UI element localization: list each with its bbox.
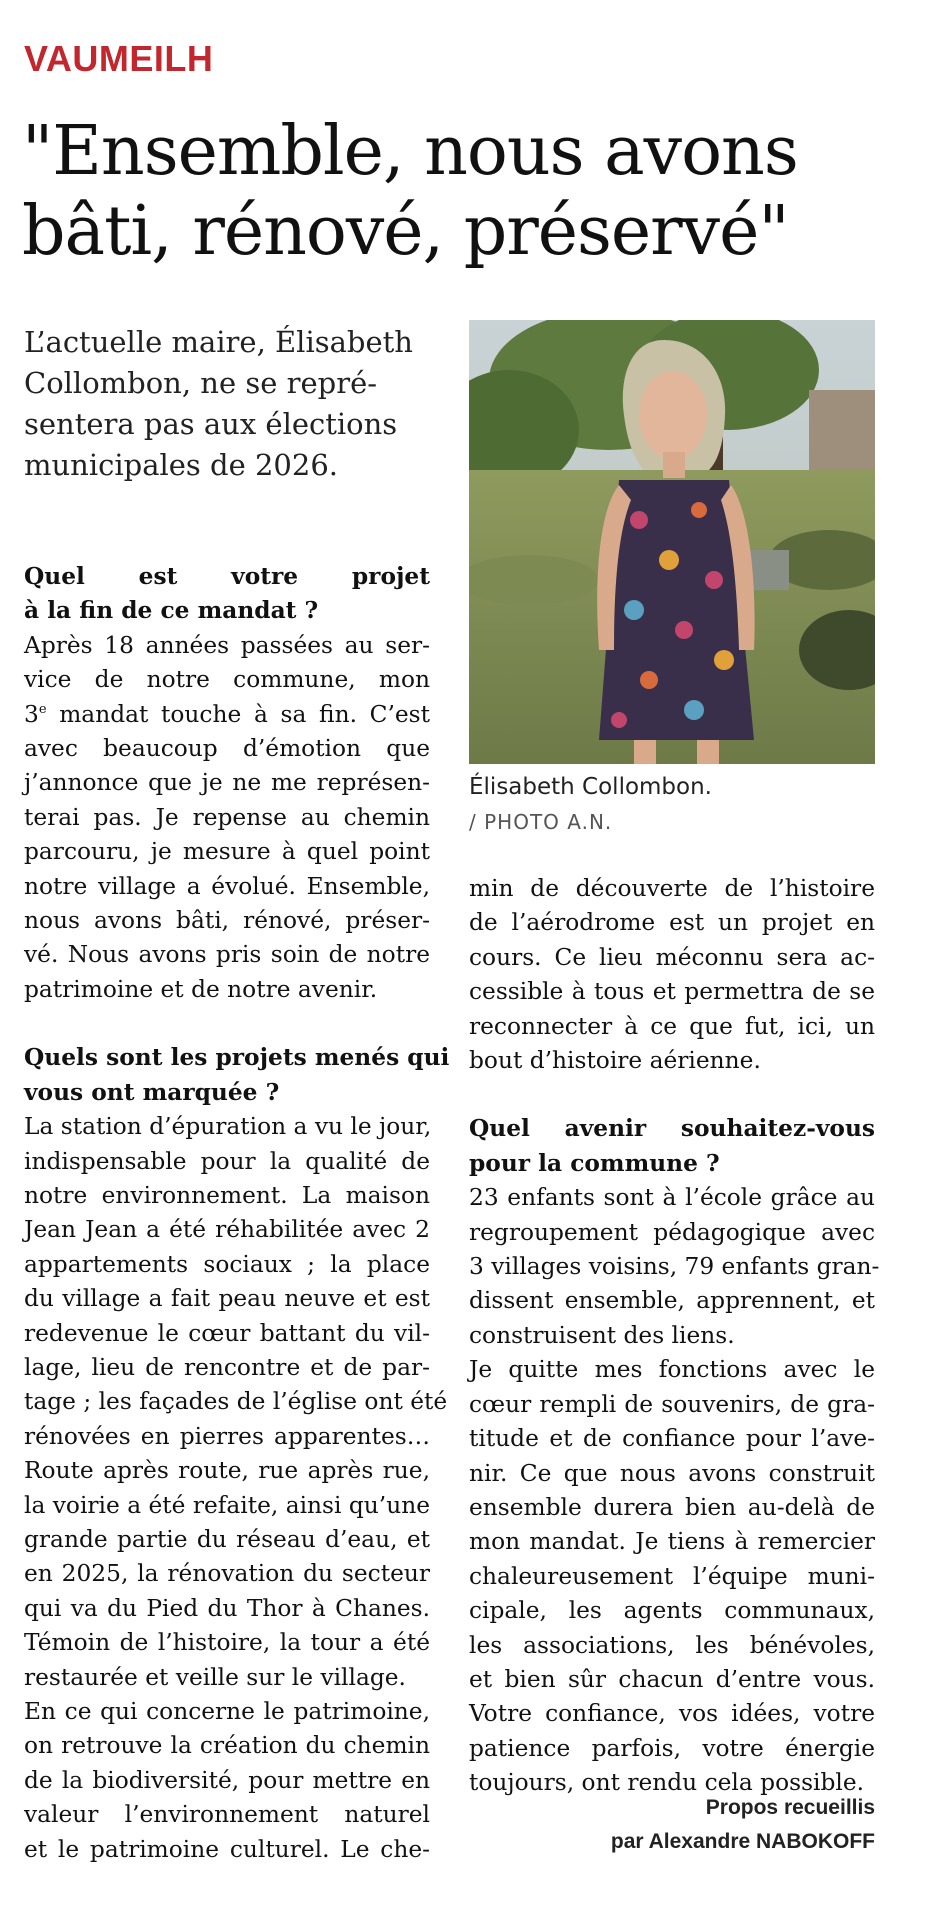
answer-line: les associations, les bénévoles, [469,1631,875,1659]
answer-line: patrimoine et de notre avenir. [24,975,378,1003]
headline-line: bâti, rénové, préservé" [22,192,789,271]
question-1-line: Quel est votre projet [24,563,430,590]
answer-line: du village a fait peau neuve et est [24,1285,430,1313]
answer-line: Je quitte mes fonctions avec le [469,1356,875,1384]
answer-line: min de découverte de l’histoire [469,875,875,902]
answer-line: nous avons bâti, rénové, préser- [24,907,430,935]
answer-line [24,698,430,732]
answer-line: et le patrimoine culturel. Le che- [24,1835,430,1863]
answer-line: bout d’histoire aérienne. [469,1047,761,1075]
answer-line: patience parfois, votre énergie [469,1734,875,1762]
question-1-line: à la fin de ce mandat ? [24,597,319,625]
answer-line: nir. Ce que nous avons construit [469,1459,875,1487]
answer-line: j’annonce que je ne me représen- [24,769,430,797]
signoff-line: Propos recueillis [705,1796,875,1819]
signoff-author: par Alexandre NABOKOFF [610,1830,875,1853]
answer-line: vice de notre commune, mon [24,666,430,694]
answer-line: terai pas. Je repense au chemin [24,803,430,831]
answer-line: tage ; les façades de l’église ont été [24,1388,448,1416]
answer-line: la voirie a été refaite, ainsi qu’une [24,1491,430,1519]
question-3-line: pour la commune ? [469,1149,720,1177]
section-label: VAUMEILH [24,38,214,79]
answer-line: notre village a évolué. Ensemble, [24,872,430,900]
answer-line: cessible à tous et permettra de se [469,978,875,1006]
answer-line: cœur rempli de souvenirs, de gra- [469,1390,875,1418]
answer-line: reconnecter à ce que fut, ici, un [469,1012,875,1040]
answer-line: toujours, ont rendu cela possible. [469,1769,865,1797]
answer-line: La station d’épuration a vu le jour, [24,1113,432,1141]
answer-line: de l’aérodrome est un projet en [469,909,875,937]
answer-line: rénovées en pierres apparentes… [24,1422,430,1450]
answer-line: restaurée et veille sur le village. [24,1663,406,1691]
photo-credit: / PHOTO A.N. [469,810,613,834]
answer-line: regroupement pédagogique avec [469,1218,875,1246]
answer-line: grande partie du réseau d’eau, et [24,1525,430,1553]
answer-line: dissent ensemble, apprennent, et [469,1287,875,1315]
lead-line: sentera pas aux élections [24,407,398,441]
ordinal-number: 3 [24,700,39,728]
answer-line: valeur l’environnement naturel [24,1801,430,1829]
lead-paragraph [24,322,434,486]
answer-line: Après 18 années passées au ser- [24,631,430,659]
answer-line: appartements sociaux ; la place [24,1250,430,1278]
portrait-photo [469,320,875,764]
answer-line: En ce qui concerne le patrimoine, [24,1698,430,1725]
answer-line: Jean Jean a été réhabilitée avec 2 [24,1216,430,1244]
answer-line: 23 enfants sont à l’école grâce au [469,1184,875,1212]
lead-line: L’actuelle maire, Élisabeth [24,325,413,359]
headline-line: "Ensemble, nous avons [22,112,798,191]
right-column [469,872,880,1801]
answer-line: redevenue le cœur battant du vil- [24,1319,430,1347]
answer-line: en 2025, la rénovation du secteur [24,1560,430,1588]
question-2-line: vous ont marquée ? [24,1078,280,1106]
answer-line: ensemble durera bien au-delà de [469,1493,875,1521]
answer-line: lage, lieu de rencontre et de par- [24,1353,430,1381]
answer-line-text: mandat touche à sa fin. C’est [59,700,430,728]
answer-line: notre environnement. La maison [24,1181,430,1209]
answer-line: 3 villages voisins, 79 enfants gran- [469,1253,880,1281]
answer-line: Votre confiance, vos idées, votre [469,1700,875,1728]
answer-line: mon mandat. Je tiens à remercier [469,1528,875,1556]
answer-line: chaleureusement l’équipe muni- [469,1562,875,1590]
headline [22,112,912,272]
question-3-line: Quel avenir souhaitez-vous [469,1115,875,1143]
answer-line: Route après route, rue après rue, [24,1457,430,1485]
answer-line: Témoin de l’histoire, la tour a été [24,1629,430,1657]
answer-line: vé. Nous avons pris soin de notre [24,941,430,969]
lead-line: municipales de 2026. [24,448,339,482]
photo-caption: Élisabeth Collombon. [469,774,712,800]
answer-line: parcouru, je mesure à quel point [24,838,430,866]
answer-line: titude et de confiance pour l’ave- [469,1425,875,1453]
answer-line: indispensable pour la qualité de [24,1147,430,1175]
lead-line: Collombon, ne se repré- [24,366,378,400]
answer-line: avec beaucoup d’émotion que [24,735,430,763]
answer-line: on retrouve la création du chemin [24,1732,430,1760]
answer-line: de la biodiversité, pour mettre en [24,1766,430,1794]
answer-line: et bien sûr chacun d’entre vous. [469,1665,875,1693]
answer-line: qui va du Pied du Thor à Chanes. [24,1594,430,1622]
answer-line: cipale, les agents communaux, [469,1597,875,1625]
ordinal-suffix: e [38,701,47,717]
question-2-line: Quels sont les projets menés qui [24,1044,450,1072]
left-column [24,560,450,1867]
answer-line: construisent des liens. [469,1321,735,1349]
answer-line: cours. Ce lieu méconnu sera ac- [469,943,875,971]
